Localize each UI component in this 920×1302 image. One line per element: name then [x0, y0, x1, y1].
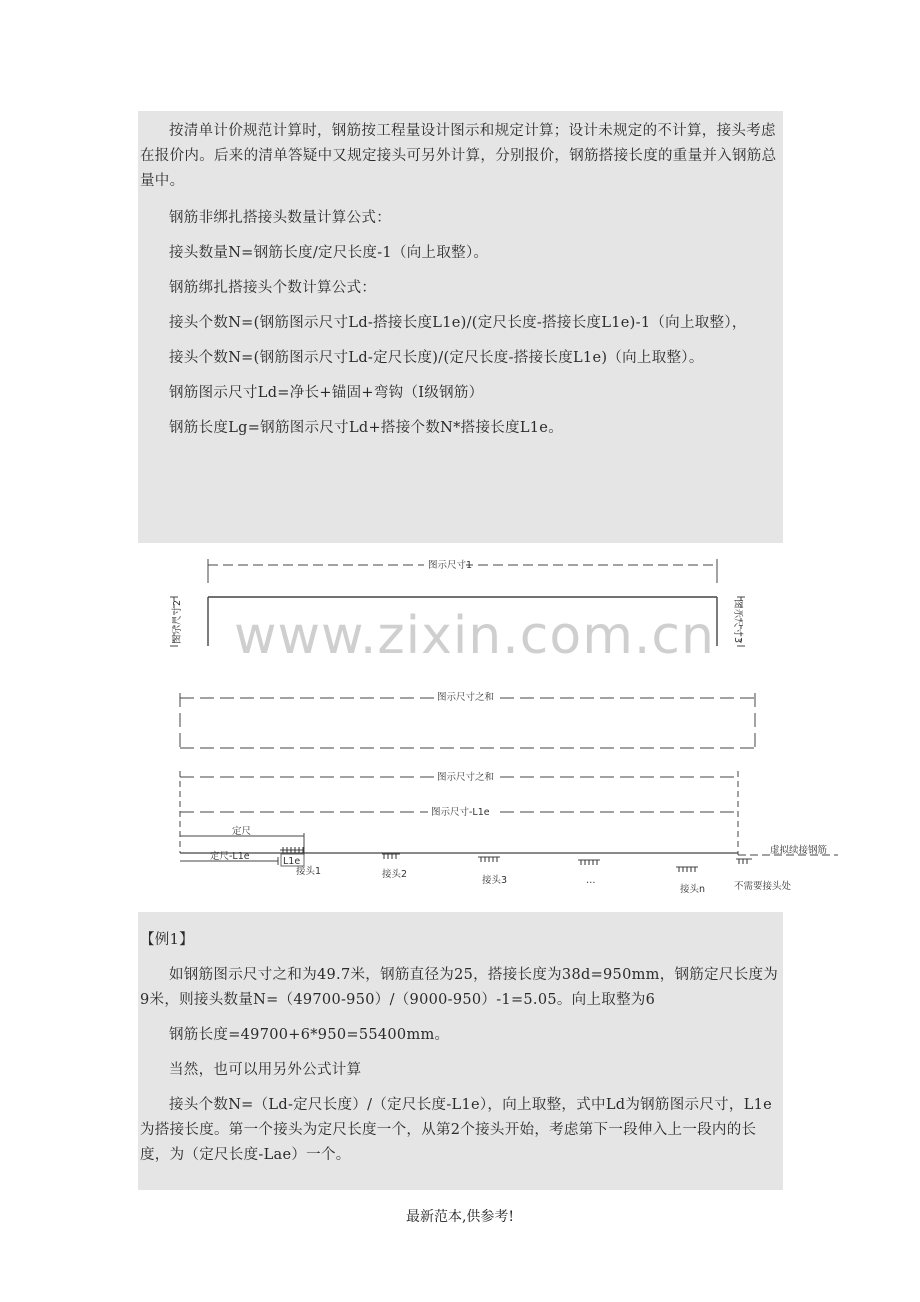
joint-3-label: 接头3	[482, 875, 508, 886]
virtual-rebar-label: 虚拟续接钢筋	[770, 845, 828, 856]
example-text-block	[138, 912, 783, 1190]
paragraph-bind-heading: 钢筋绑扎搭接头个数计算公式：	[169, 280, 377, 296]
rebar-joint-diagram	[138, 543, 828, 912]
joint-2-label: 接头2	[382, 869, 408, 880]
lle-small-label: L1e	[283, 856, 301, 867]
diagram-svg	[138, 543, 828, 912]
fixed-minus-lle-label: 定尺-L1e	[210, 851, 250, 862]
dim-label-1: 图示尺寸1	[428, 560, 473, 571]
paragraph-example-length: 钢筋长度=49700+6*950=55400mm。	[169, 1027, 450, 1043]
joint-n-label: 接头n	[680, 884, 706, 895]
paragraph-example-calc: 如钢筋图示尺寸之和为49.7米，钢筋直径为25，搭接长度为38d=950mm，钢筋定尺长度为9米，则接头数量N=（49700-950）/（9000-950）-1=5.05。向上取整为6	[140, 967, 779, 1008]
intro-text-block	[138, 111, 783, 543]
watermark-text: www.zixin.com.cn	[234, 606, 715, 666]
paragraph-non-bind-heading: 钢筋非绑扎搭接头数量计算公式：	[169, 210, 391, 226]
sum-label-middle: 图示尺寸之和	[437, 692, 495, 703]
joint-1-label: 接头1	[296, 866, 322, 877]
paragraph-pricing-rule: 按清单计价规范计算时，钢筋按工程量设计图示和规定计算；设计未规定的不计算，接头考虑在报价内。后来的清单答疑中又规定接头可另外计算，分别报价，钢筋搭接长度的重量并入钢筋总量中。	[140, 123, 777, 189]
dim-label-3: 图示尺寸3	[732, 599, 743, 644]
fixed-length-label: 定尺	[232, 826, 252, 837]
paragraph-ld-definition: 钢筋图示尺寸Ld=净长+锚固+弯钩（I级钢筋）	[169, 385, 484, 401]
paragraph-non-bind-formula: 接头数量N=钢筋长度/定尺长度-1（向上取整）。	[169, 245, 489, 261]
paragraph-lg-definition: 钢筋长度Lg=钢筋图示尺寸Ld+搭接个数N*搭接长度L1e。	[169, 420, 563, 436]
dim-label-2: 图示尺寸2	[172, 599, 183, 644]
dim-minus-lle-label: 图示尺寸-L1e	[431, 807, 490, 818]
paragraph-bind-formula-1: 接头个数N=(钢筋图示尺寸Ld-搭接长度L1e)/(定尺长度-搭接长度L1e)-1（向上取整），	[169, 315, 747, 331]
joint-dots-label: …	[586, 875, 596, 886]
example-title: 【例1】	[140, 932, 194, 948]
paragraph-alt-formula: 接头个数N=（Ld-定尺长度）/（定尺长度-L1e），向上取整，式中Ld为钢筋图示尺寸，L1e为搭接长度。第一个接头为定尺长度一个，从第2个接头开始，考虑第下一段伸入上一段内的长度，为（定尺长度-Lae）一个。	[140, 1097, 773, 1163]
no-joint-label: 不需要接头处	[734, 881, 792, 892]
paragraph-bind-formula-2: 接头个数N=(钢筋图示尺寸Ld-定尺长度)/(定尺长度-搭接长度L1e)（向上取整）。	[169, 350, 704, 366]
page-footer: 最新范本,供参考!	[405, 1209, 515, 1225]
paragraph-alt-formula-intro: 当然，也可以用另外公式计算	[169, 1062, 362, 1078]
sum-label-bottom: 图示尺寸之和	[437, 772, 495, 783]
